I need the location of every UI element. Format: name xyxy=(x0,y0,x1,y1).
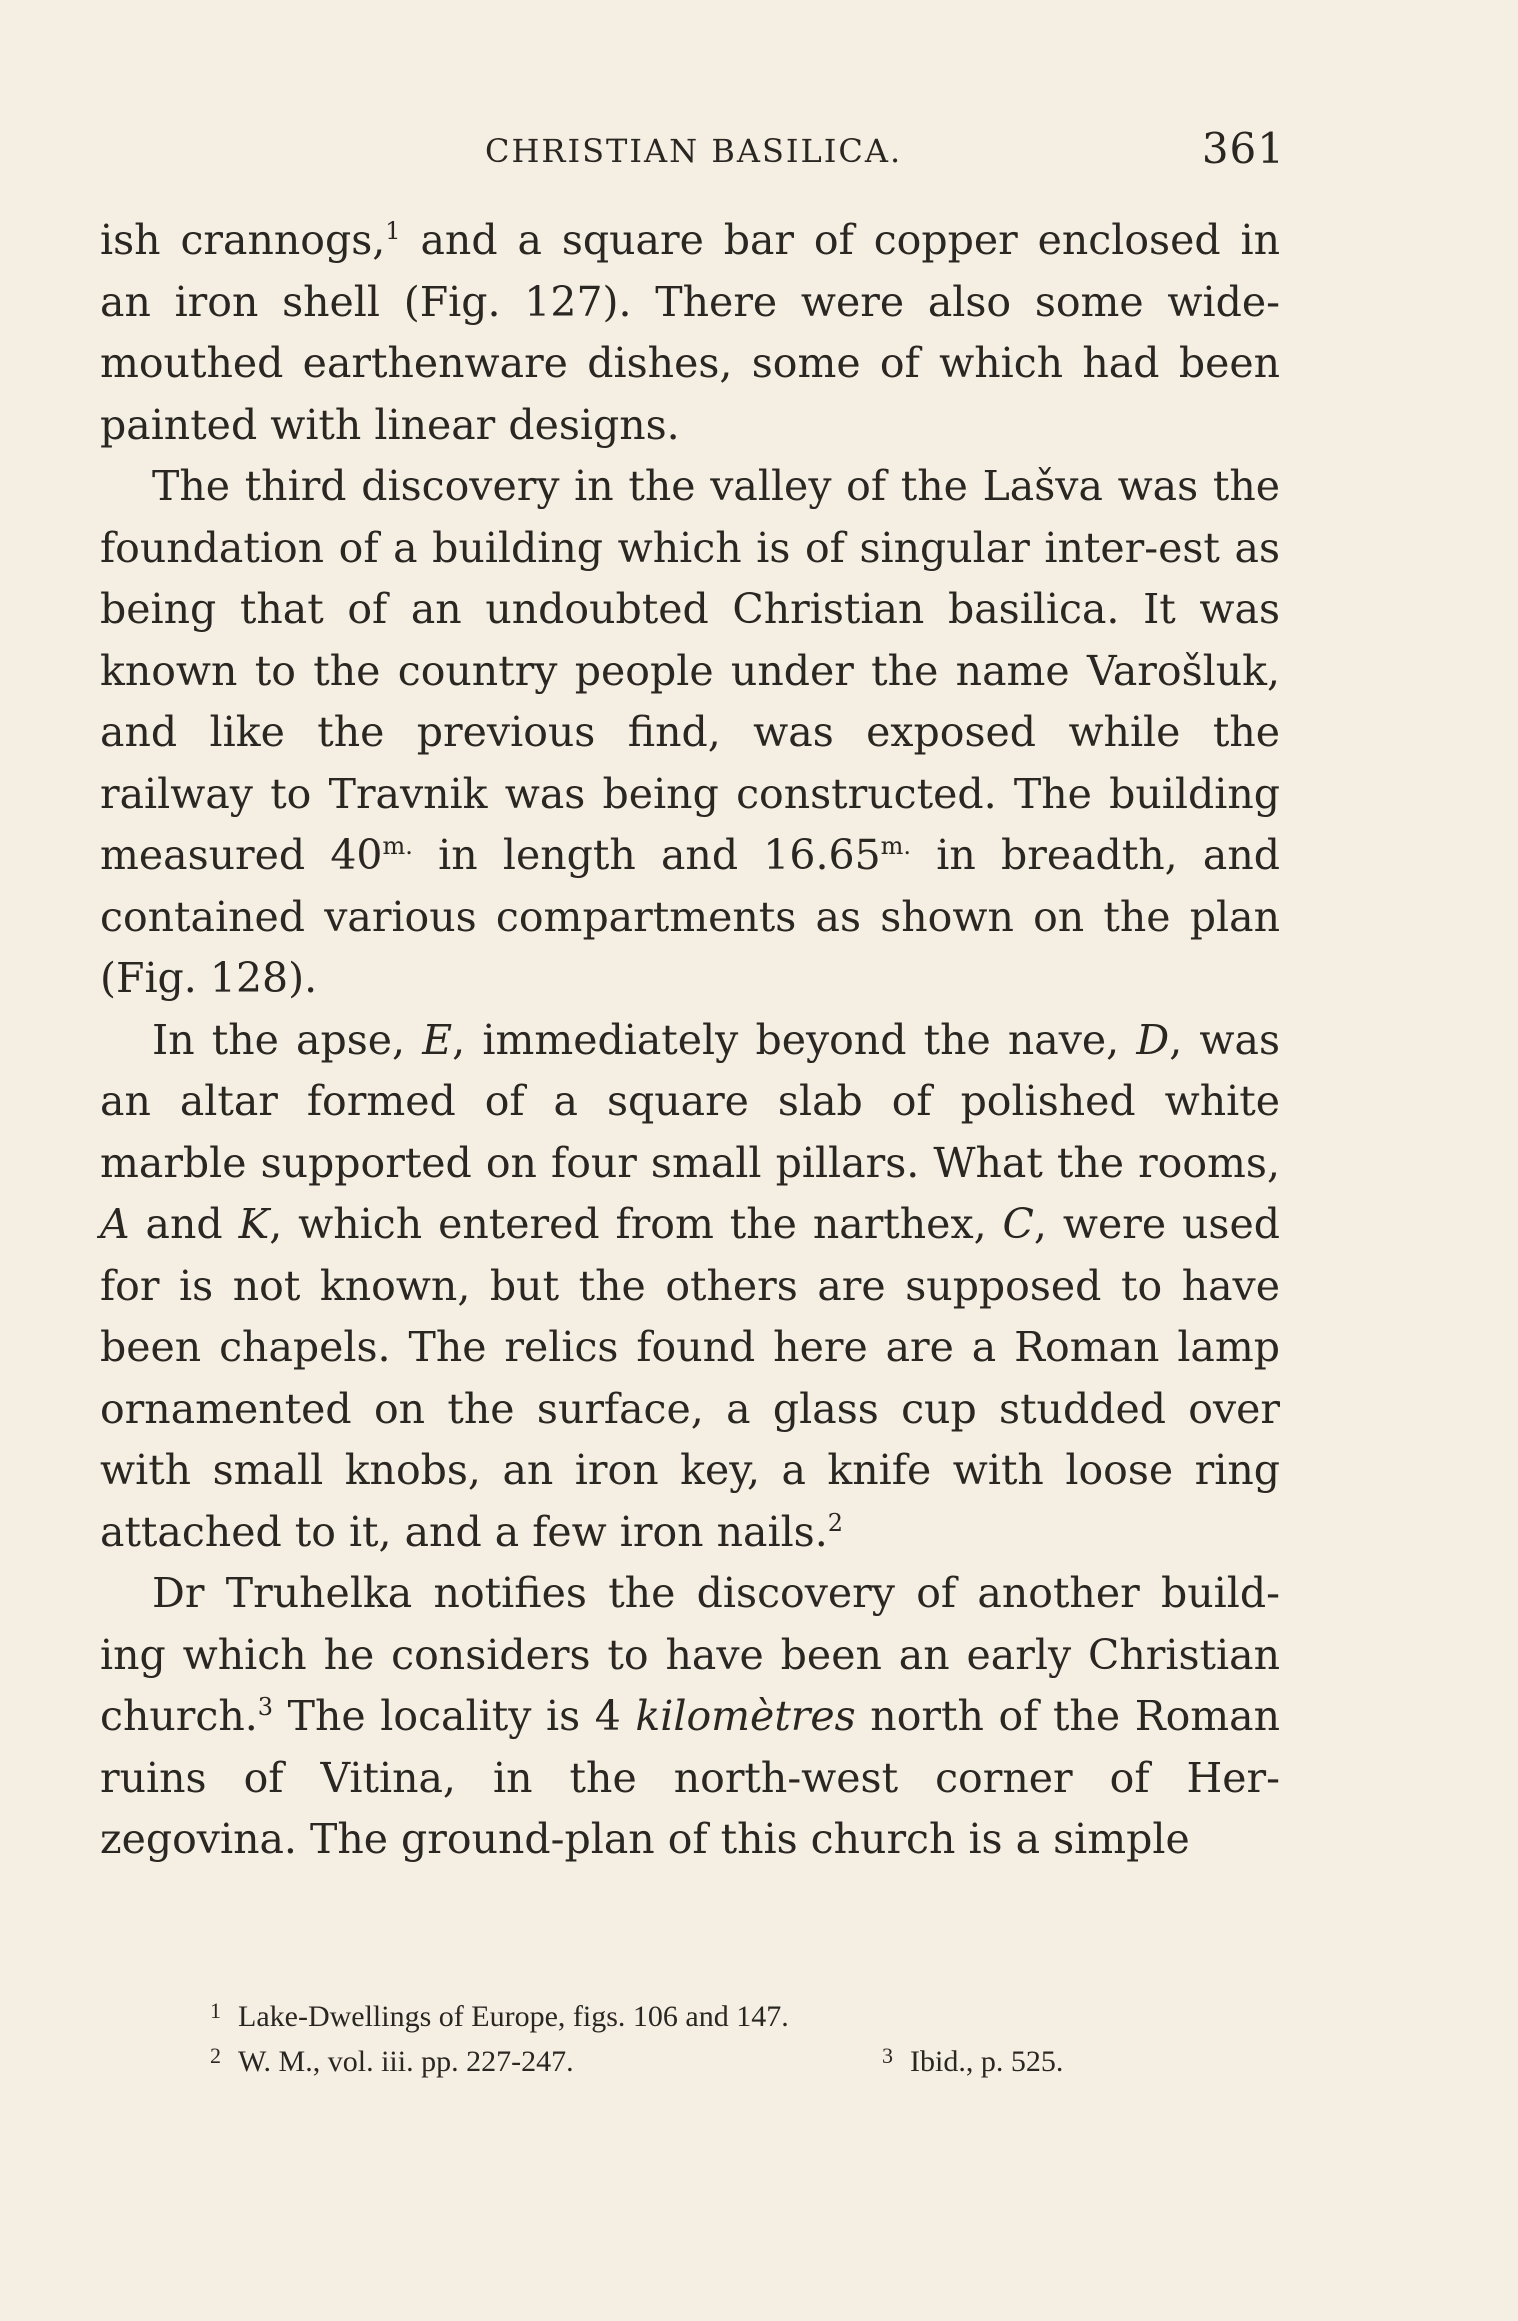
text-run: and xyxy=(129,1200,239,1248)
italic-letter-c: C xyxy=(1002,1200,1034,1248)
body-text xyxy=(100,210,1280,1871)
text-run: ish crannogs, xyxy=(100,216,386,264)
footnote-text: Lake-Dwellings of Europe, figs. 106 and 147. xyxy=(238,2000,789,2033)
italic-word: kilomètres xyxy=(635,1692,856,1740)
footnote-mark: 3 xyxy=(882,2043,893,2068)
footnotes xyxy=(210,1988,1170,2078)
paragraph-1 xyxy=(100,210,1280,456)
footnote-text: W. M., vol. iii. pp. 227-247. xyxy=(238,2045,574,2078)
text-run: in breadth, and contained various compartments as shown on the plan (Fig. 128). xyxy=(100,831,1280,1002)
text-run: , which entered from the narthex, xyxy=(269,1200,1003,1248)
footnote-ref-1: 1 xyxy=(385,217,401,245)
text-run: , immediately beyond the nave, xyxy=(452,1015,1137,1064)
footnote-3 xyxy=(882,2033,1063,2084)
text-run: The third discovery in the valley of the Lašva was the foundation of a building which is of singular inter-est as being that of an undoubted Christian basilica. It was known to the country people under the name Varošluk, and like the previous find, was exposed while the railway to Travnik was being constructed. The building measured 40 xyxy=(100,462,1280,879)
page-number: 361 xyxy=(1201,124,1285,173)
footnote-1 xyxy=(210,1988,1170,2033)
page-header xyxy=(100,124,1285,180)
footnote-ref-3: 3 xyxy=(257,1693,274,1721)
paragraph-3 xyxy=(100,1010,1280,1564)
italic-letter-e: E xyxy=(422,1015,453,1064)
text-run: The locality is 4 xyxy=(273,1692,636,1740)
text-run: , were used for is not known, but the others are supposed to have been chapels. The relics found here are a Roman lamp ornamented on the surface, a glass cup studded over with small knobs, an iron key, a knife with loose ring attached to it, and a few iron nails. xyxy=(100,1200,1280,1556)
italic-letter-d: D xyxy=(1136,1015,1170,1064)
italic-letter-k: K xyxy=(238,1200,270,1248)
text-run: north of the Roman ruins of Vitina, in the north-west corner of Her-zegovina. The ground-plan of this church is a simple xyxy=(100,1692,1280,1863)
footnote-2 xyxy=(210,2045,574,2078)
paragraph-2 xyxy=(100,456,1280,1010)
text-run: and a square bar of copper enclosed in an iron shell (Fig. 127). There were also some wide-mouthed earthenware dishes, some of which had been painted with linear designs. xyxy=(100,216,1280,449)
text-run: in length and 16.65 xyxy=(412,831,881,879)
paragraph-4 xyxy=(100,1563,1280,1871)
footnote-row xyxy=(210,2033,1170,2078)
text-run: In the apse, xyxy=(152,1015,423,1064)
footnote-ref-2: 2 xyxy=(827,1508,844,1537)
footnote-text: Ibid., p. 525. xyxy=(910,2045,1064,2078)
italic-letter-a: A xyxy=(100,1200,130,1248)
text-run: , was an altar formed of a square slab of polished white marble supported on four small pillars. What the rooms, xyxy=(100,1015,1281,1187)
footnote-mark: 1 xyxy=(210,1998,221,2023)
running-head: CHRISTIAN BASILICA. xyxy=(485,132,903,170)
footnote-mark: 2 xyxy=(210,2043,221,2068)
text-run: Dr Truhelka notifies the discovery of another build-ing which he considers to have been an early Christian church. xyxy=(100,1569,1280,1740)
unit-metres: m. xyxy=(880,832,912,860)
unit-metres: m. xyxy=(382,832,413,860)
